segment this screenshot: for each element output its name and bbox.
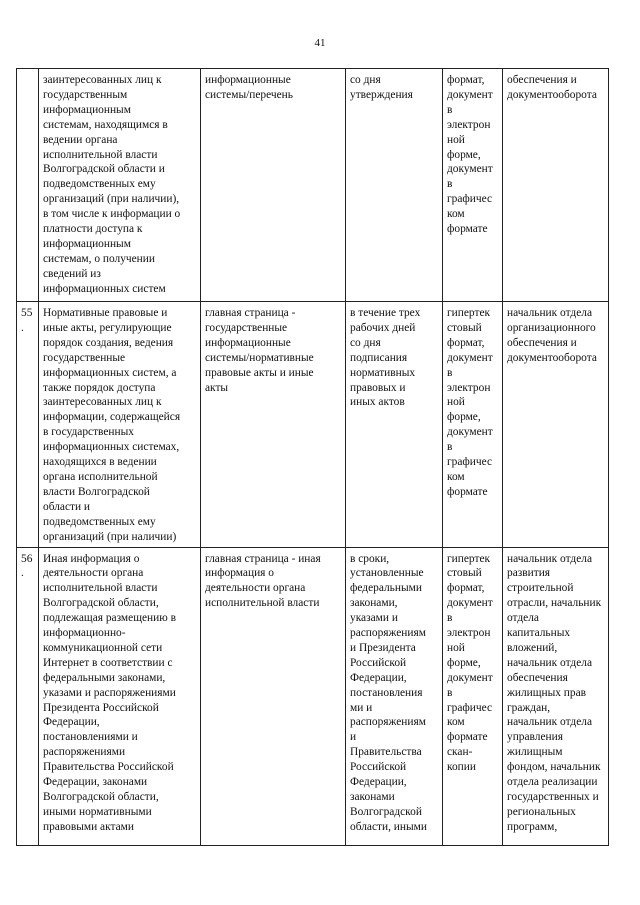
cell-text-line: граждан, (507, 701, 551, 714)
document-table (16, 68, 609, 846)
site-section-cell (201, 302, 346, 548)
table-body (17, 69, 609, 846)
cell-text-line: информационные (205, 336, 291, 349)
cell-text-line: Нормативные правовые и (43, 307, 168, 319)
cell-text-line: информационных системах, (43, 441, 180, 454)
cell-text-line: распоряжениям (350, 716, 426, 729)
cell-text-line: ком (447, 716, 465, 729)
cell-text-line: законами, (350, 597, 398, 610)
cell-text-line: Федерации, (350, 776, 407, 789)
cell-text-line: документ (447, 351, 493, 364)
cell-text-line: строительной (507, 582, 574, 595)
cell-text-line: Интернет в соответствии с (43, 656, 173, 669)
cell-text-line: нормативных (350, 366, 416, 379)
cell-text-line: государственные (205, 321, 288, 334)
cell-text-line: вложений, (507, 641, 558, 654)
cell-text-line: исполнительной власти (205, 597, 320, 610)
cell-text-line: в (447, 103, 453, 116)
cell-text-line: гипертек (447, 307, 491, 319)
cell-text-line: отрасли, начальник (507, 597, 602, 610)
cell-text-line: формате (447, 731, 488, 744)
responsible-cell (503, 69, 609, 302)
cell-text-line: также порядок доступа (43, 381, 156, 394)
cell-text-line: развития (507, 567, 551, 580)
cell-text-line: графичес (447, 193, 493, 206)
cell-text-line: системы/нормативные (205, 351, 314, 364)
cell-text-line: начальник отдела (507, 552, 592, 565)
cell-text-line: системы/перечень (205, 88, 293, 101)
cell-text-line: информационных систем, а (43, 366, 177, 379)
cell-text-line: управления (507, 731, 563, 744)
update-period-cell (346, 547, 443, 845)
cell-text-line: системам, о получении (43, 252, 155, 265)
cell-text-line: государственным (43, 88, 128, 101)
cell-text-line: стовый (447, 321, 482, 334)
cell-text-line: рабочих дней (350, 321, 416, 334)
cell-text-line: коммуникационной сети (43, 641, 163, 654)
cell-text-line: исполнительной власти (43, 148, 158, 161)
cell-text-line: графичес (447, 456, 493, 469)
cell-text-line: заинтересованных лиц к (43, 396, 162, 409)
cell-text-line: иные акты, регулирующие (43, 321, 172, 334)
cell-text-line: иных актов (350, 396, 405, 409)
table-row (17, 69, 609, 302)
cell-text-line: органа исполнительной (43, 470, 158, 483)
cell-text-line: формат, (447, 336, 485, 349)
cell-text-line: форме, (447, 656, 481, 669)
cell-text-line: указами и (350, 612, 398, 625)
cell-text-line: подведомственных ему (43, 178, 156, 191)
cell-text-line: и Президента (350, 641, 416, 654)
cell-text-line: находящихся в ведении (43, 456, 157, 469)
cell-text-line: указами и распоряжениями (43, 686, 176, 699)
cell-text-line: жилищным (507, 746, 563, 759)
cell-text-line: со дня (350, 336, 381, 349)
cell-text-line: в том числе к информации о (43, 208, 181, 221)
cell-text-line: платности доступа к (43, 223, 143, 236)
cell-text-line: государственные (43, 351, 126, 364)
responsible-cell (503, 547, 609, 845)
cell-text-line: законами (350, 791, 395, 803)
cell-text-line: заинтересованных лиц к (43, 74, 162, 86)
row-number-cell: 56. (17, 547, 39, 845)
info-type-cell (39, 69, 201, 302)
responsible-cell (503, 302, 609, 548)
cell-text-line: Волгоградской области, (43, 597, 159, 610)
cell-text-line: распоряжениями (43, 746, 126, 759)
cell-text-line: системам, находящимся в (43, 118, 168, 131)
cell-text-line: документ (447, 671, 493, 684)
cell-text-line: исполнительной власти (43, 582, 158, 595)
cell-text-line: формат, (447, 582, 485, 595)
row-number-cell (17, 69, 39, 302)
cell-text-line: электрон (447, 627, 491, 640)
cell-text-line: Волгоградской области, (43, 791, 159, 803)
cell-text-line: и (350, 731, 357, 744)
cell-text-line: Федерации, законами (43, 776, 148, 789)
cell-text-line: ми и (350, 701, 373, 714)
table-row (17, 302, 609, 548)
cell-text-line: Волгоградской (350, 805, 422, 818)
cell-text-line: информационным (43, 237, 131, 250)
cell-text-line: государственных и (507, 791, 599, 803)
cell-text-line: формат, (447, 74, 485, 86)
cell-text-line: документ (447, 597, 493, 610)
cell-text-line: деятельности органа (205, 582, 306, 595)
cell-text-line: подлежащая размещению в (43, 612, 176, 625)
update-period-cell (346, 69, 443, 302)
cell-text-line: электрон (447, 381, 491, 394)
cell-text-line: в (447, 441, 453, 454)
cell-text-line: иными нормативными (43, 805, 152, 818)
cell-text-line: фондом, начальник (507, 761, 601, 774)
cell-text-line: подведомственных ему (43, 515, 156, 528)
format-cell (443, 547, 503, 845)
info-type-cell (39, 302, 201, 548)
cell-text-line: правовыми актами (43, 820, 134, 833)
cell-text-line: информации, содержащейся (43, 411, 181, 424)
cell-text-line: отдела реализации (507, 776, 598, 789)
cell-text-line: утверждения (350, 88, 413, 101)
cell-text-line: форме, (447, 148, 481, 161)
cell-text-line: акты (205, 381, 229, 394)
cell-text-line: власти Волгоградской (43, 485, 150, 498)
info-type-cell (39, 547, 201, 845)
cell-text-line: Иная информация о (43, 552, 140, 565)
cell-text-line: организационного (507, 321, 596, 334)
cell-text-line: скан- (447, 746, 473, 759)
site-section-cell (201, 547, 346, 845)
cell-text-line: Российской (350, 656, 407, 669)
cell-text-line: формате (447, 223, 488, 236)
cell-text-line: форме, (447, 411, 481, 424)
cell-text-line: начальник отдела (507, 656, 592, 669)
cell-text-line: Правительства Российской (43, 761, 174, 774)
cell-text-line: документооборота (507, 88, 597, 101)
cell-text-line: в (447, 178, 453, 191)
cell-text-line: федеральными (350, 582, 422, 595)
cell-text-line: Президента Российской (43, 701, 159, 714)
cell-text-line: обеспечения (507, 671, 568, 684)
format-cell (443, 302, 503, 548)
cell-text-line: информационно- (43, 627, 126, 640)
cell-text-line: начальник отдела (507, 307, 592, 319)
cell-text-line: организаций (при наличии), (43, 193, 180, 206)
cell-text-line: Российской (350, 761, 407, 774)
cell-text-line: графичес (447, 701, 493, 714)
cell-text-line: области и (43, 500, 91, 513)
cell-text-line: распоряжениям (350, 627, 426, 640)
cell-text-line: ком (447, 208, 465, 221)
cell-text-line: федеральными законами, (43, 671, 166, 684)
cell-text-line: в (447, 686, 453, 699)
cell-text-line: копии (447, 761, 476, 774)
cell-text-line: электрон (447, 118, 491, 131)
cell-text-line: капитальных (507, 627, 571, 640)
cell-text-line: ной (447, 641, 465, 654)
cell-text-line: Правительства (350, 746, 422, 759)
site-section-cell (201, 69, 346, 302)
cell-text-line: отдела (507, 612, 539, 625)
cell-text-line: документ (447, 88, 493, 101)
cell-text-line: стовый (447, 567, 482, 580)
cell-text-line: документ (447, 163, 493, 176)
cell-text-line: главная страница - иная (205, 552, 321, 565)
cell-text-line: информация о (205, 567, 274, 580)
cell-text-line: документ (447, 426, 493, 439)
table-row (17, 547, 609, 845)
cell-text-line: информационным (43, 103, 131, 116)
cell-text-line: области, иными (350, 820, 427, 833)
cell-text-line: гипертек (447, 552, 491, 565)
cell-text-line: документооборота (507, 351, 597, 364)
update-period-cell (346, 302, 443, 548)
cell-text-line: в (447, 366, 453, 379)
cell-text-line: ной (447, 396, 465, 409)
cell-text-line: жилищных прав (507, 686, 587, 699)
cell-text-line: формате (447, 485, 488, 498)
cell-text-line: начальник отдела (507, 716, 592, 729)
cell-text-line: в течение трех (350, 307, 421, 319)
cell-text-line: правовые акты и иные (205, 366, 314, 379)
cell-text-line: Волгоградской области и (43, 163, 165, 176)
cell-text-line: организаций (при наличии) (43, 530, 177, 543)
cell-text-line: региональных (507, 805, 576, 818)
cell-text-line: главная страница - (205, 307, 296, 319)
cell-text-line: ведении органа (43, 133, 118, 146)
cell-text-line: программ, (507, 820, 558, 833)
cell-text-line: правовых и (350, 381, 406, 394)
cell-text-line: сведений из (43, 267, 101, 280)
cell-text-line: в государственных (43, 426, 134, 439)
cell-text-line: со дня (350, 74, 381, 86)
cell-text-line: в (447, 612, 453, 625)
page-number: 41 (314, 37, 326, 49)
cell-text-line: установленные (350, 567, 424, 580)
cell-text-line: порядок создания, ведения (43, 336, 174, 349)
cell-text-line: Федерации, (43, 716, 100, 729)
cell-text-line: Федерации, (350, 671, 407, 684)
format-cell (443, 69, 503, 302)
row-number-cell: 55. (17, 302, 39, 548)
cell-text-line: подписания (350, 351, 408, 364)
cell-text-line: обеспечения и (507, 74, 577, 86)
cell-text-line: ком (447, 470, 465, 483)
cell-text-line: обеспечения и (507, 336, 577, 349)
cell-text-line: ной (447, 133, 465, 146)
cell-text-line: постановления (350, 686, 423, 699)
cell-text-line: информационных систем (43, 282, 166, 295)
cell-text-line: информационные (205, 74, 291, 86)
cell-text-line: деятельности органа (43, 567, 144, 580)
cell-text-line: постановлениями и (43, 731, 138, 744)
cell-text-line: в сроки, (350, 552, 390, 565)
